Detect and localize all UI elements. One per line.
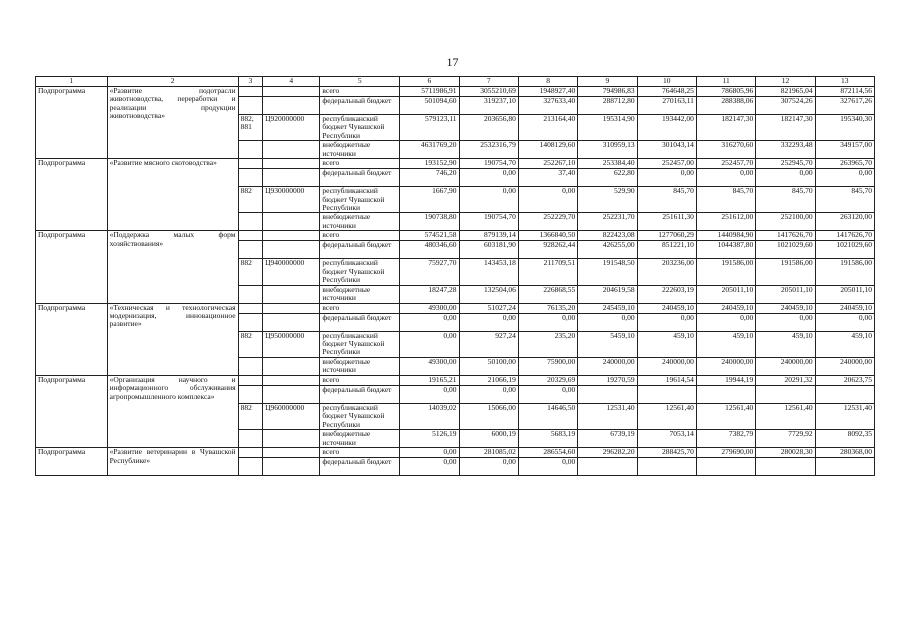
value-cell: 1440984,90 xyxy=(696,231,755,241)
value-cell: 786805,96 xyxy=(696,87,755,97)
value-cell: 622,80 xyxy=(578,169,637,187)
value-cell: 872114,56 xyxy=(815,87,874,97)
responsible-code: 882 xyxy=(238,403,263,429)
value-cell: 0,00 xyxy=(696,313,755,331)
empty-cell xyxy=(263,430,320,448)
value-cell: 252457,00 xyxy=(637,159,696,169)
empty-cell xyxy=(238,213,263,231)
value-cell: 245459,10 xyxy=(578,303,637,313)
value-cell: 240459,10 xyxy=(696,303,755,313)
value-cell: 288712,80 xyxy=(578,97,637,115)
value-cell: 14646,50 xyxy=(518,403,577,429)
value-cell: 459,10 xyxy=(696,331,755,357)
value-cell: 252457,70 xyxy=(696,159,755,169)
funding-source: республиканский бюджет Чувашской Республики xyxy=(320,331,400,357)
value-cell: 190738,80 xyxy=(400,213,459,231)
value-cell xyxy=(815,385,874,403)
column-header: 8 xyxy=(518,77,577,87)
value-cell: 203656,80 xyxy=(459,115,518,141)
empty-cell xyxy=(238,241,263,259)
column-header: 4 xyxy=(263,77,320,87)
value-cell: 459,10 xyxy=(756,331,815,357)
funding-source: внебюджетные источники xyxy=(320,357,400,375)
value-cell: 211709,51 xyxy=(518,259,577,285)
value-cell: 240000,00 xyxy=(815,357,874,375)
value-cell: 0,00 xyxy=(459,458,518,476)
value-cell: 301043,14 xyxy=(637,141,696,159)
subprogram-type: Подпрограмма xyxy=(36,448,108,476)
empty-cell xyxy=(238,448,263,458)
value-cell: 191586,00 xyxy=(756,259,815,285)
column-header: 10 xyxy=(637,77,696,87)
value-cell: 240000,00 xyxy=(696,357,755,375)
value-cell: 263965,70 xyxy=(815,159,874,169)
value-cell: 1417626,70 xyxy=(815,231,874,241)
empty-cell xyxy=(238,303,263,313)
funding-source: внебюджетные источники xyxy=(320,141,400,159)
subprogram-type: Подпрограмма xyxy=(36,87,108,159)
funding-source: республиканский бюджет Чувашской Республики xyxy=(320,259,400,285)
value-cell: 76135,20 xyxy=(518,303,577,313)
value-cell xyxy=(696,385,755,403)
value-cell: 286554,60 xyxy=(518,448,577,458)
value-cell: 182147,30 xyxy=(756,115,815,141)
value-cell: 5711986,91 xyxy=(400,87,459,97)
responsible-code: 882, 881 xyxy=(238,115,263,141)
value-cell: 19270,59 xyxy=(578,375,637,385)
value-cell: 51027,24 xyxy=(459,303,518,313)
value-cell: 579123,11 xyxy=(400,115,459,141)
value-cell: 205011,10 xyxy=(756,285,815,303)
value-cell: 764648,25 xyxy=(637,87,696,97)
value-cell: 459,10 xyxy=(637,331,696,357)
value-cell: 193152,90 xyxy=(400,159,459,169)
value-cell: 12531,40 xyxy=(815,403,874,429)
empty-cell xyxy=(238,141,263,159)
value-cell: 2532316,79 xyxy=(459,141,518,159)
table-row xyxy=(36,448,875,458)
empty-cell xyxy=(263,241,320,259)
budget-class-code: Ц950000000 xyxy=(263,331,320,357)
value-cell: 1044387,80 xyxy=(696,241,755,259)
column-header: 3 xyxy=(238,77,263,87)
value-cell: 529,90 xyxy=(578,187,637,213)
responsible-code: 882 xyxy=(238,187,263,213)
value-cell: 205011,10 xyxy=(696,285,755,303)
value-cell: 5683,19 xyxy=(518,430,577,448)
funding-source: всего xyxy=(320,375,400,385)
value-cell: 332293,48 xyxy=(756,141,815,159)
value-cell: 310959,13 xyxy=(578,141,637,159)
value-cell: 252231,70 xyxy=(578,213,637,231)
value-cell: 190754,70 xyxy=(459,159,518,169)
funding-source: федеральный бюджет xyxy=(320,385,400,403)
subprogram-type: Подпрограмма xyxy=(36,159,108,231)
value-cell xyxy=(578,385,637,403)
value-cell: 235,20 xyxy=(518,331,577,357)
value-cell: 6000,19 xyxy=(459,430,518,448)
value-cell: 0,00 xyxy=(518,385,577,403)
value-cell: 280028,30 xyxy=(756,448,815,458)
column-header: 11 xyxy=(696,77,755,87)
value-cell: 279690,00 xyxy=(696,448,755,458)
table-row xyxy=(36,159,875,169)
budget-class-code: Ц920000000 xyxy=(263,115,320,141)
value-cell: 252267,10 xyxy=(518,159,577,169)
value-cell: 0,00 xyxy=(637,169,696,187)
value-cell: 1667,90 xyxy=(400,187,459,213)
empty-cell xyxy=(238,159,263,169)
value-cell: 19165,21 xyxy=(400,375,459,385)
value-cell: 281085,02 xyxy=(459,448,518,458)
value-cell: 1366840,50 xyxy=(518,231,577,241)
value-cell: 251611,30 xyxy=(637,213,696,231)
empty-cell xyxy=(263,313,320,331)
value-cell: 746,20 xyxy=(400,169,459,187)
value-cell: 0,00 xyxy=(459,169,518,187)
value-cell: 222603,19 xyxy=(637,285,696,303)
value-cell: 426255,00 xyxy=(578,241,637,259)
budget-table xyxy=(35,76,875,476)
subprogram-title: «Развитие мясного скотоводства» xyxy=(107,159,238,231)
value-cell: 0,00 xyxy=(400,331,459,357)
value-cell: 319237,10 xyxy=(459,97,518,115)
value-cell: 0,00 xyxy=(518,458,577,476)
column-header: 5 xyxy=(320,77,400,87)
value-cell: 205011,10 xyxy=(815,285,874,303)
funding-source: внебюджетные источники xyxy=(320,213,400,231)
value-cell: 20329,69 xyxy=(518,375,577,385)
value-cell: 7382,79 xyxy=(696,430,755,448)
value-cell: 845,70 xyxy=(756,187,815,213)
empty-cell xyxy=(263,385,320,403)
column-header: 6 xyxy=(400,77,459,87)
subprogram-type: Подпрограмма xyxy=(36,375,108,447)
value-cell: 14039,02 xyxy=(400,403,459,429)
budget-class-code: Ц960000000 xyxy=(263,403,320,429)
value-cell: 288388,06 xyxy=(696,97,755,115)
responsible-code: 882 xyxy=(238,259,263,285)
funding-source: внебюджетные источники xyxy=(320,430,400,448)
empty-cell xyxy=(263,97,320,115)
value-cell: 0,00 xyxy=(459,385,518,403)
value-cell: 191586,00 xyxy=(815,259,874,285)
responsible-code: 882 xyxy=(238,331,263,357)
subprogram-title: «Развитие подотрасли животноводства, переработки и реализации продукции животноводства» xyxy=(107,87,238,159)
subprogram-title: «Техническая и технологическая модернизация, инновационное развитие» xyxy=(107,303,238,375)
value-cell: 822423,08 xyxy=(578,231,637,241)
value-cell: 1021029,60 xyxy=(756,241,815,259)
funding-source: всего xyxy=(320,448,400,458)
value-cell: 195314,90 xyxy=(578,115,637,141)
value-cell: 349157,00 xyxy=(815,141,874,159)
value-cell: 0,00 xyxy=(400,313,459,331)
empty-cell xyxy=(238,313,263,331)
value-cell: 0,00 xyxy=(518,187,577,213)
value-cell: 253384,40 xyxy=(578,159,637,169)
value-cell: 12561,40 xyxy=(696,403,755,429)
value-cell xyxy=(637,458,696,476)
empty-cell xyxy=(238,357,263,375)
value-cell: 0,00 xyxy=(756,169,815,187)
value-cell: 574521,58 xyxy=(400,231,459,241)
empty-cell xyxy=(238,285,263,303)
empty-cell xyxy=(238,385,263,403)
value-cell: 49300,00 xyxy=(400,357,459,375)
value-cell: 12531,40 xyxy=(578,403,637,429)
value-cell: 203236,00 xyxy=(637,259,696,285)
empty-cell xyxy=(263,357,320,375)
value-cell: 75927,70 xyxy=(400,259,459,285)
value-cell: 1417626,70 xyxy=(756,231,815,241)
empty-cell xyxy=(263,285,320,303)
value-cell: 327633,40 xyxy=(518,97,577,115)
subprogram-type: Подпрограмма xyxy=(36,303,108,375)
empty-cell xyxy=(238,97,263,115)
empty-cell xyxy=(263,141,320,159)
value-cell: 845,70 xyxy=(696,187,755,213)
value-cell: 18247,28 xyxy=(400,285,459,303)
value-cell: 928262,44 xyxy=(518,241,577,259)
budget-class-code: Ц940000000 xyxy=(263,259,320,285)
value-cell: 459,10 xyxy=(815,331,874,357)
value-cell: 240459,10 xyxy=(756,303,815,313)
value-cell: 263120,00 xyxy=(815,213,874,231)
funding-source: всего xyxy=(320,87,400,97)
value-cell: 851221,10 xyxy=(637,241,696,259)
value-cell: 1277060,29 xyxy=(637,231,696,241)
column-header: 2 xyxy=(107,77,238,87)
empty-cell xyxy=(263,213,320,231)
table-row xyxy=(36,231,875,241)
subprogram-title: «Организация научного и информационного обслуживания агропромышленного комплекса» xyxy=(107,375,238,447)
table-body xyxy=(36,87,875,476)
value-cell: 49300,00 xyxy=(400,303,459,313)
value-cell: 480346,60 xyxy=(400,241,459,259)
value-cell: 0,00 xyxy=(756,313,815,331)
empty-cell xyxy=(238,458,263,476)
funding-source: федеральный бюджет xyxy=(320,97,400,115)
table-header-row xyxy=(36,77,875,87)
value-cell: 195340,30 xyxy=(815,115,874,141)
value-cell: 288425,70 xyxy=(637,448,696,458)
value-cell: 5459,10 xyxy=(578,331,637,357)
value-cell: 307524,26 xyxy=(756,97,815,115)
value-cell: 21066,19 xyxy=(459,375,518,385)
value-cell: 190754,70 xyxy=(459,213,518,231)
value-cell: 0,00 xyxy=(815,169,874,187)
value-cell: 191548,50 xyxy=(578,259,637,285)
value-cell: 240000,00 xyxy=(756,357,815,375)
value-cell: 182147,30 xyxy=(696,115,755,141)
empty-cell xyxy=(263,231,320,241)
value-cell: 0,00 xyxy=(578,313,637,331)
value-cell: 4631769,20 xyxy=(400,141,459,159)
value-cell: 1948927,40 xyxy=(518,87,577,97)
funding-source: внебюджетные источники xyxy=(320,285,400,303)
value-cell: 240000,00 xyxy=(578,357,637,375)
value-cell: 821965,04 xyxy=(756,87,815,97)
empty-cell xyxy=(263,159,320,169)
value-cell xyxy=(756,458,815,476)
value-cell: 0,00 xyxy=(459,313,518,331)
value-cell xyxy=(815,458,874,476)
value-cell: 252229,70 xyxy=(518,213,577,231)
value-cell: 213164,40 xyxy=(518,115,577,141)
value-cell: 12561,40 xyxy=(756,403,815,429)
table-row xyxy=(36,87,875,97)
funding-source: всего xyxy=(320,303,400,313)
value-cell xyxy=(578,458,637,476)
empty-cell xyxy=(238,231,263,241)
value-cell: 12561,40 xyxy=(637,403,696,429)
value-cell: 8092,35 xyxy=(815,430,874,448)
value-cell: 20291,32 xyxy=(756,375,815,385)
value-cell: 19944,19 xyxy=(696,375,755,385)
funding-source: республиканский бюджет Чувашской Республики xyxy=(320,403,400,429)
value-cell: 204619,58 xyxy=(578,285,637,303)
column-header: 1 xyxy=(36,77,108,87)
value-cell: 252945,70 xyxy=(756,159,815,169)
value-cell xyxy=(696,458,755,476)
value-cell: 0,00 xyxy=(400,448,459,458)
value-cell: 316270,60 xyxy=(696,141,755,159)
value-cell: 0,00 xyxy=(400,458,459,476)
value-cell: 0,00 xyxy=(518,313,577,331)
value-cell: 193442,00 xyxy=(637,115,696,141)
value-cell: 927,24 xyxy=(459,331,518,357)
value-cell: 132504,06 xyxy=(459,285,518,303)
subprogram-title: «Развитие ветеринарии в Чувашской Республике» xyxy=(107,448,238,476)
funding-source: всего xyxy=(320,159,400,169)
value-cell: 0,00 xyxy=(815,313,874,331)
value-cell: 240459,10 xyxy=(637,303,696,313)
budget-class-code: Ц930000000 xyxy=(263,187,320,213)
value-cell: 6739,19 xyxy=(578,430,637,448)
funding-source: федеральный бюджет xyxy=(320,313,400,331)
value-cell: 50100,00 xyxy=(459,357,518,375)
value-cell: 1408129,60 xyxy=(518,141,577,159)
value-cell: 191586,00 xyxy=(696,259,755,285)
column-header: 13 xyxy=(815,77,874,87)
empty-cell xyxy=(263,375,320,385)
value-cell: 845,70 xyxy=(815,187,874,213)
value-cell: 226868,55 xyxy=(518,285,577,303)
empty-cell xyxy=(238,169,263,187)
funding-source: республиканский бюджет Чувашской Республики xyxy=(320,115,400,141)
subprogram-title: «Поддержка малых форм хозяйствования» xyxy=(107,231,238,303)
funding-source: федеральный бюджет xyxy=(320,241,400,259)
value-cell: 270163,11 xyxy=(637,97,696,115)
value-cell: 240000,00 xyxy=(637,357,696,375)
column-header: 12 xyxy=(756,77,815,87)
value-cell: 501094,60 xyxy=(400,97,459,115)
funding-source: всего xyxy=(320,231,400,241)
empty-cell xyxy=(263,169,320,187)
value-cell xyxy=(637,385,696,403)
value-cell: 327617,26 xyxy=(815,97,874,115)
value-cell: 879139,14 xyxy=(459,231,518,241)
column-header: 7 xyxy=(459,77,518,87)
value-cell: 794986,83 xyxy=(578,87,637,97)
value-cell: 845,70 xyxy=(637,187,696,213)
funding-source: федеральный бюджет xyxy=(320,169,400,187)
value-cell: 75900,00 xyxy=(518,357,577,375)
value-cell: 0,00 xyxy=(400,385,459,403)
value-cell: 3055210,69 xyxy=(459,87,518,97)
value-cell: 603181,90 xyxy=(459,241,518,259)
empty-cell xyxy=(238,430,263,448)
value-cell: 0,00 xyxy=(637,313,696,331)
empty-cell xyxy=(238,87,263,97)
value-cell: 296282,20 xyxy=(578,448,637,458)
value-cell: 37,40 xyxy=(518,169,577,187)
value-cell: 0,00 xyxy=(696,169,755,187)
value-cell: 0,00 xyxy=(459,187,518,213)
empty-cell xyxy=(263,87,320,97)
value-cell: 240459,10 xyxy=(815,303,874,313)
value-cell: 7053,14 xyxy=(637,430,696,448)
value-cell: 280368,00 xyxy=(815,448,874,458)
empty-cell xyxy=(263,448,320,458)
value-cell: 5126,19 xyxy=(400,430,459,448)
table-row xyxy=(36,375,875,385)
funding-source: федеральный бюджет xyxy=(320,458,400,476)
empty-cell xyxy=(238,375,263,385)
value-cell: 251612,00 xyxy=(696,213,755,231)
column-header: 9 xyxy=(578,77,637,87)
funding-source: республиканский бюджет Чувашской Республики xyxy=(320,187,400,213)
empty-cell xyxy=(263,458,320,476)
subprogram-type: Подпрограмма xyxy=(36,231,108,303)
value-cell: 20623,75 xyxy=(815,375,874,385)
value-cell xyxy=(756,385,815,403)
empty-cell xyxy=(263,303,320,313)
value-cell: 7729,92 xyxy=(756,430,815,448)
page-number: 17 xyxy=(446,55,459,69)
value-cell: 252100,00 xyxy=(756,213,815,231)
table-row xyxy=(36,303,875,313)
value-cell: 1021029,60 xyxy=(815,241,874,259)
value-cell: 19614,54 xyxy=(637,375,696,385)
value-cell: 143453,18 xyxy=(459,259,518,285)
value-cell: 15066,00 xyxy=(459,403,518,429)
